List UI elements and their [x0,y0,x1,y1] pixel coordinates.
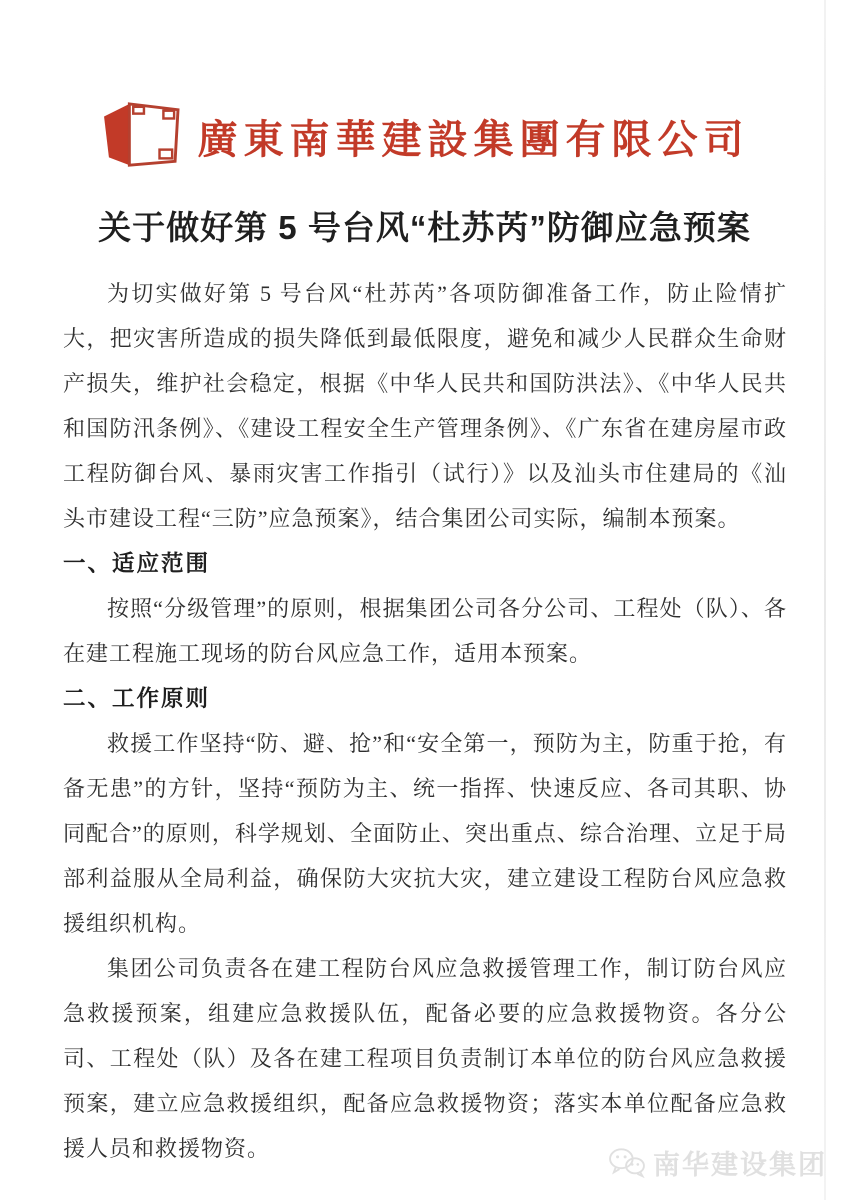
letterhead [0,0,849,172]
company-logo-icon [100,100,184,172]
section-2-paragraph-2: 集团公司负责各在建工程防台风应急救援管理工作，制订防台风应急救援预案，组建应急救援队伍，配备必要的应急救援物资。各分公司、工程处（队）及各在建工程项目负责制订本单位的防台风应急救援预案，建立应急救援组织，配备应急救援物资；落实本单位配备应急救援人员和救援物资。 [63,956,787,1161]
document-body [63,271,787,1171]
section-1-paragraph: 按照“分级管理”的原则，根据集团公司各分公司、工程处（队）、各在建工程施工现场的防台风应急工作，适用本预案。 [63,596,787,666]
company-name: 廣東南華建設集團有限公司 [197,117,750,162]
wechat-watermark [608,1143,827,1182]
watermark-text: 南华建设集团 [653,1150,827,1180]
intro-paragraph: 为切实做好第 5 号台风“杜苏芮”各项防御准备工作，防止险情扩大，把灾害所造成的损失降低到最低限度，避免和减少人民群众生命财产损失，维护社会稳定，根据《中华人民共和国防洪法》、《中华人民共和国防汛条例》、《建设工程安全生产管理条例》、《广东省在建房屋市政工程防御台风、暴雨灾害工作指引（试行）》以及汕头市住建局的《汕头市建设工程“三防”应急预案》，结合集团公司实际，编制本预案。 [63,281,788,531]
section-2-paragraph-1: 救援工作坚持“防、避、抢”和“安全第一，预防为主，防重于抢，有备无患”的方针，坚持“预防为主、统一指挥、快速反应、各司其职、协同配合”的原则，科学规划、全面防止、突出重点、综合治理、立足于局部利益服从全局利益，确保防大灾抗大灾，建立建设工程防台风应急救援组织机构。 [63,731,787,936]
document-title: 关于做好第 5 号台风“杜苏芮”防御应急预案 [98,209,751,246]
scan-edge-artifact [824,0,826,1200]
section-heading-1: 一、适应范围 [63,551,211,576]
wechat-icon [608,1147,646,1179]
section-heading-2: 二、工作原则 [63,686,211,711]
